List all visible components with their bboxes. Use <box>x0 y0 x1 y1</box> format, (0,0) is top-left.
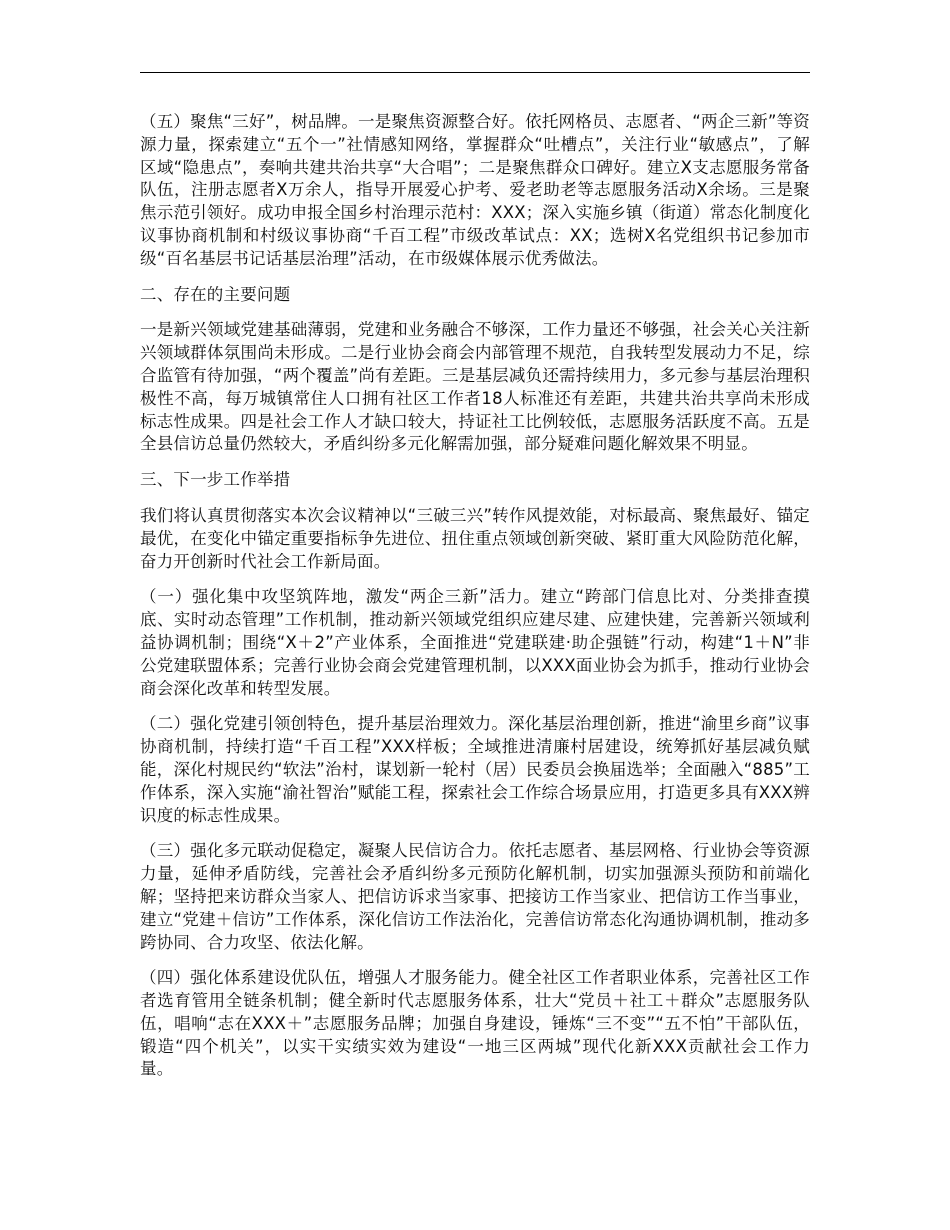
paragraph-measure-two: （二）强化党建引领创特色，提升基层治理效力。深化基层治理创新，推进“渝里乡商”议事协商机制，持续打造“千百工程”XXX样板；全域推进清廉村居建设，统筹抓好基层减负赋能，深化村规民约“软法”治村，谋划新一轮村（居）民委员会换届选举；全面融入“885”工作体系，深入实施“渝社智治”赋能工程，探索社会工作综合场景应用，打造更多具有XXX辨识度的标志性成果。 <box>140 714 810 825</box>
paragraph-measure-three: （三）强化多元联动促稳定，凝聚人民信访合力。依托志愿者、基层网格、行业协会等资源力量，延伸矛盾防线，完善社会矛盾纠纷多元预防化解机制，切实加强源头预防和前端化解；坚持把来访群众当家人、把信访诉求当家事、把接访工作当家业、把信访工作当事业，建立“党建＋信访”工作体系，深化信访工作法治化，完善信访常态化沟通协调机制，推动多跨协同、合力攻坚、依法化解。 <box>140 841 810 952</box>
header-rule <box>140 72 810 73</box>
section-heading-next-steps: 三、下一步工作举措 <box>140 470 291 490</box>
paragraph-focus-three-goods: （五）聚焦“三好”，树品牌。一是聚焦资源整合好。依托网格员、志愿者、“两企三新”等资源力量，探索建立“五个一”社情感知网络，掌握群众“吐槽点”，关注行业“敏感点”，了解区域“隐患点”，奏响共建共治共享“大合唱”；二是聚焦群众口碑好。建立X支志愿服务常备队伍，注册志愿者X万余人，指导开展爱心护考、爱老助老等志愿服务活动X余场。三是聚焦示范引领好。成功申报全国乡村治理示范村：XXX；深入实施乡镇（街道）常态化制度化议事协商机制和村级议事协商“千百工程”市级改革试点：XX；选树X名党组织书记参加市级“百名基层书记话基层治理”活动，在市级媒体展示优秀做法。 <box>140 112 810 268</box>
section-heading-main-problems: 二、存在的主要问题 <box>140 284 291 304</box>
paragraph-measure-four: （四）强化体系建设优队伍，增强人才服务能力。健全社区工作者职业体系，完善社区工作者选育管用全链条机制；健全新时代志愿服务体系，壮大“党员＋社工＋群众”志愿服务队伍，唱响“志在XXX＋”志愿服务品牌；加强自身建设，锤炼“三不变”“五不怕”干部队伍，锻造“四个机关”，以实干实绩实效为建设“一地三区两城”现代化新XXX贡献社会工作力量。 <box>140 968 810 1079</box>
paragraph-measure-one: （一）强化集中攻坚筑阵地，激发“两企三新”活力。建立“跨部门信息比对、分类排查摸底、实时动态管理”工作机制，推动新兴领域党组织应建尽建、应建快建，完善新兴领域利益协调机制；围绕“X＋2”产业体系，全面推进“党建联建·助企强链”行动，构建“1＋N”非公党建联盟体系；完善行业协会商会党建管理机制，以XXX面业协会为抓手，推动行业协会商会深化改革和转型发展。 <box>140 587 810 698</box>
paragraph-main-problems: 一是新兴领域党建基础薄弱，党建和业务融合不够深，工作力量还不够强，社会关心关注新兴领域群体氛围尚未形成。二是行业协会商会内部管理不规范，自我转型发展动力不足，综合监管有待加强，“两个覆盖”尚有差距。三是基层减负还需持续用力，多元参与基层治理积极性不高，每万城镇常住人口拥有社区工作者18人标准还有差距，共建共治共享尚未形成标志性成果。四是社会工作人才缺口较大，持证社工比例较低，志愿服务活跃度不高。五是全县信访总量仍然较大，矛盾纠纷多元化解需加强，部分疑难问题化解效果不明显。 <box>140 320 810 454</box>
paragraph-next-steps-intro: 我们将认真贯彻落实本次会议精神以“三破三兴”转作风提效能，对标最高、聚焦最好、锚定最优，在变化中锚定重要指标争先进位、扭住重点领域创新突破、紧盯重大风险防范化解，奋力开创新时代社会工作新局面。 <box>140 505 810 571</box>
document-body <box>140 111 810 1094</box>
